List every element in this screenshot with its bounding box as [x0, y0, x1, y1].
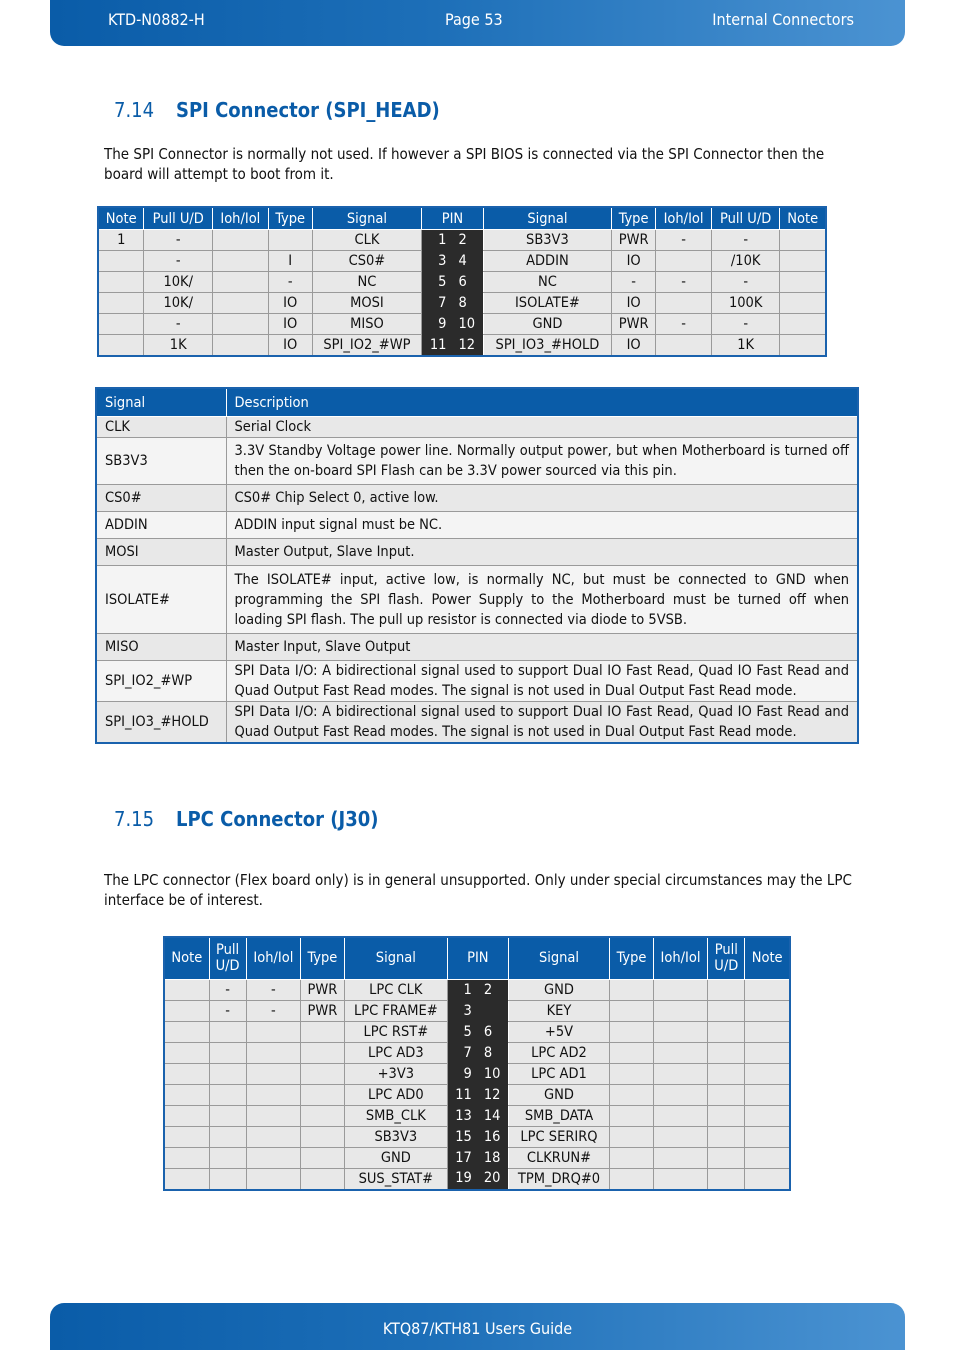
table-row	[96, 702, 858, 744]
table-cell: GND	[344, 1147, 448, 1168]
table-cell: -	[711, 314, 780, 335]
table-cell: LPC CLK	[344, 979, 448, 1000]
table-cell	[745, 1042, 790, 1063]
table-cell: LPC AD2	[508, 1042, 610, 1063]
table-cell	[301, 1063, 344, 1084]
spi-intro: The SPI Connector is normally not used. If however a SPI BIOS is connected via the SPI Connector then the board will attempt to boot from it.	[104, 145, 825, 183]
pin-number-cell: 7	[448, 1042, 478, 1063]
pin-table-header: Ioh/Iol	[656, 207, 712, 230]
table-cell	[708, 1084, 745, 1105]
table-cell: +3V3	[344, 1063, 448, 1084]
table-cell: SPI_IO3_#HOLD	[483, 335, 611, 357]
table-cell	[301, 1147, 344, 1168]
table-cell	[246, 1042, 301, 1063]
pin-number-cell: 16	[478, 1126, 508, 1147]
table-cell: -	[656, 272, 712, 293]
table-cell	[708, 1021, 745, 1042]
pin-number-cell: 5	[422, 272, 453, 293]
table-cell	[246, 1147, 301, 1168]
table-cell: IO	[612, 335, 656, 357]
pin-number-cell: 12	[452, 335, 483, 357]
pin-table-header: Signal	[312, 207, 421, 230]
table-row	[164, 1168, 790, 1190]
table-cell	[610, 1063, 653, 1084]
spi-pin-table	[97, 206, 827, 357]
table-cell	[209, 1063, 246, 1084]
table-cell	[745, 1105, 790, 1126]
table-cell	[164, 1042, 209, 1063]
table-cell: 10K/	[144, 272, 213, 293]
table-row	[164, 1000, 790, 1021]
table-cell	[745, 1063, 790, 1084]
page-number: Page 53	[445, 10, 503, 29]
table-row	[96, 539, 858, 566]
table-cell: +5V	[508, 1021, 610, 1042]
table-cell: /10K	[711, 251, 780, 272]
pin-table-header: Type	[268, 207, 312, 230]
table-cell: LPC RST#	[344, 1021, 448, 1042]
table-cell: -	[209, 979, 246, 1000]
table-cell	[610, 1000, 653, 1021]
table-cell	[301, 1084, 344, 1105]
pin-number-cell: 5	[448, 1021, 478, 1042]
table-cell	[653, 1147, 708, 1168]
signal-name-cell: CS0#	[96, 485, 226, 512]
table-cell: -	[711, 230, 780, 251]
section-title: SPI Connector (SPI_HEAD)	[176, 98, 440, 122]
table-cell: SMB_CLK	[344, 1105, 448, 1126]
table-cell	[610, 1105, 653, 1126]
signal-description-cell: The ISOLATE# input, active low, is normally NC, but must be connected to GND when programming the SPI flash. Power Supply to the Motherboard must be turned off when loading SPI flash. The pull up resistor is connected via diode to 5VSB.	[226, 566, 858, 634]
signal-name-cell: CLK	[96, 417, 226, 438]
table-cell	[708, 1000, 745, 1021]
table-cell: GND	[483, 314, 611, 335]
pin-table-header: Note	[164, 937, 209, 979]
signal-description-cell: ADDIN input signal must be NC.	[226, 512, 858, 539]
table-row	[98, 251, 826, 272]
table-cell: -	[268, 272, 312, 293]
table-cell: I	[268, 251, 312, 272]
table-cell: ISOLATE#	[483, 293, 611, 314]
signal-name-cell: ADDIN	[96, 512, 226, 539]
pin-table-header: Pull U/D	[708, 937, 745, 979]
table-cell	[653, 1168, 708, 1190]
table-cell: CS0#	[312, 251, 421, 272]
table-cell	[780, 251, 826, 272]
pin-table-header: Type	[612, 207, 656, 230]
table-cell	[213, 230, 269, 251]
table-row	[96, 417, 858, 438]
table-cell	[213, 251, 269, 272]
table-row	[96, 661, 858, 702]
table-cell	[301, 1126, 344, 1147]
table-cell: TPM_DRQ#0	[508, 1168, 610, 1190]
pin-number-cell: 9	[422, 314, 453, 335]
table-cell: -	[144, 251, 213, 272]
table-cell	[246, 1168, 301, 1190]
table-cell: GND	[508, 1084, 610, 1105]
table-cell: LPC FRAME#	[344, 1000, 448, 1021]
table-cell	[708, 1042, 745, 1063]
table-cell	[164, 1147, 209, 1168]
table-cell	[610, 979, 653, 1000]
pin-table-header: Note	[98, 207, 144, 230]
table-cell	[246, 1021, 301, 1042]
table-cell: -	[656, 314, 712, 335]
table-cell: SUS_STAT#	[344, 1168, 448, 1190]
signal-name-cell: ISOLATE#	[96, 566, 226, 634]
table-cell: IO	[612, 293, 656, 314]
table-cell	[213, 272, 269, 293]
pin-number-cell: 1	[422, 230, 453, 251]
table-cell	[745, 1000, 790, 1021]
pin-number-cell: 4	[452, 251, 483, 272]
table-cell	[98, 272, 144, 293]
table-cell	[209, 1126, 246, 1147]
table-cell: CLKRUN#	[508, 1147, 610, 1168]
pin-number-cell: 7	[422, 293, 453, 314]
table-cell: 100K	[711, 293, 780, 314]
table-cell: SB3V3	[344, 1126, 448, 1147]
table-cell	[164, 1021, 209, 1042]
table-cell	[301, 1021, 344, 1042]
table-cell	[653, 1000, 708, 1021]
table-cell: -	[246, 1000, 301, 1021]
pin-table-header: PIN	[422, 207, 484, 230]
lpc-intro: The LPC connector (Flex board only) is in general unsupported. Only under special circumstances may the LPC interface be of interest.	[104, 871, 852, 909]
table-cell: NC	[483, 272, 611, 293]
table-cell	[246, 1063, 301, 1084]
table-row	[164, 1042, 790, 1063]
table-cell	[708, 1168, 745, 1190]
table-cell	[164, 979, 209, 1000]
table-cell: 1	[98, 230, 144, 251]
pin-table-header: Type	[301, 937, 344, 979]
table-cell	[164, 1084, 209, 1105]
pin-table-header: Pull U/D	[209, 937, 246, 979]
pin-number-cell: 10	[478, 1063, 508, 1084]
pin-number-cell: 2	[478, 979, 508, 1000]
table-cell: IO	[268, 293, 312, 314]
table-cell	[780, 293, 826, 314]
signal-description-cell: SPI Data I/O: A bidirectional signal used to support Dual IO Fast Read, Quad IO Fast Read and Quad Output Fast Read modes. The signal is not used in Dual Output Fast Read mode.	[226, 661, 858, 702]
signal-description-cell: Master Output, Slave Input.	[226, 539, 858, 566]
table-row	[164, 1105, 790, 1126]
table-cell: SPI_IO2_#WP	[312, 335, 421, 357]
table-cell: -	[711, 272, 780, 293]
table-cell: IO	[268, 335, 312, 357]
table-cell	[780, 230, 826, 251]
doc-id: KTD-N0882-H	[108, 10, 205, 29]
table-cell: 1K	[144, 335, 213, 357]
table-cell: 10K/	[144, 293, 213, 314]
table-cell: MISO	[312, 314, 421, 335]
pin-number-cell: 14	[478, 1105, 508, 1126]
pin-number-cell: 6	[478, 1021, 508, 1042]
table-cell	[209, 1021, 246, 1042]
pin-number-cell: 13	[448, 1105, 478, 1126]
pin-number-cell: 15	[448, 1126, 478, 1147]
table-cell	[708, 1147, 745, 1168]
signal-description-cell: Master Input, Slave Output	[226, 634, 858, 661]
table-cell	[246, 1105, 301, 1126]
table-row	[98, 314, 826, 335]
table-cell	[164, 1126, 209, 1147]
page-header	[50, 0, 905, 46]
table-cell	[164, 1105, 209, 1126]
table-cell	[745, 1147, 790, 1168]
table-cell	[209, 1084, 246, 1105]
table-cell	[610, 1084, 653, 1105]
pin-number-cell: 8	[478, 1042, 508, 1063]
pin-table-header: Pull U/D	[144, 207, 213, 230]
pin-table-header: Signal	[508, 937, 610, 979]
pin-table-header: Signal	[344, 937, 448, 979]
table-cell: -	[144, 230, 213, 251]
table-row	[164, 979, 790, 1000]
table-cell: IO	[268, 314, 312, 335]
table-cell	[653, 1042, 708, 1063]
table-row	[96, 634, 858, 661]
table-row	[164, 1021, 790, 1042]
table-cell	[653, 1126, 708, 1147]
table-row	[96, 485, 858, 512]
signal-description-cell: Serial Clock	[226, 417, 858, 438]
pin-table-header: Note	[780, 207, 826, 230]
header-description: Description	[226, 388, 858, 417]
table-cell: -	[656, 230, 712, 251]
signal-description-cell: 3.3V Standby Voltage power line. Normally output power, but when Motherboard is turned off then the on-board SPI Flash can be 3.3V power sourced via this pin.	[226, 438, 858, 485]
table-cell	[653, 1084, 708, 1105]
table-cell	[246, 1126, 301, 1147]
table-cell	[213, 293, 269, 314]
table-row	[164, 1084, 790, 1105]
table-cell	[656, 293, 712, 314]
table-cell	[98, 314, 144, 335]
table-cell: LPC AD1	[508, 1063, 610, 1084]
table-cell: PWR	[612, 314, 656, 335]
pin-table-header: Type	[610, 937, 653, 979]
table-cell	[610, 1042, 653, 1063]
table-cell	[164, 1000, 209, 1021]
table-row	[98, 272, 826, 293]
pin-number-cell: 11	[448, 1084, 478, 1105]
table-cell	[610, 1168, 653, 1190]
table-cell	[610, 1126, 653, 1147]
table-cell	[610, 1021, 653, 1042]
pin-number-cell: 8	[452, 293, 483, 314]
pin-number-cell: 1	[448, 979, 478, 1000]
table-cell: -	[612, 272, 656, 293]
table-row	[164, 1063, 790, 1084]
table-cell	[780, 272, 826, 293]
table-row	[98, 335, 826, 357]
signal-name-cell: SPI_IO3_#HOLD	[96, 702, 226, 744]
table-cell	[708, 979, 745, 1000]
chapter-title: Internal Connectors	[712, 10, 854, 29]
table-row	[164, 1126, 790, 1147]
table-cell	[745, 979, 790, 1000]
table-cell: IO	[612, 251, 656, 272]
table-cell	[745, 1021, 790, 1042]
table-row	[98, 230, 826, 251]
table-cell: PWR	[301, 979, 344, 1000]
table-cell: SB3V3	[483, 230, 611, 251]
page-footer	[50, 1303, 905, 1350]
lpc-pin-table	[163, 936, 791, 1191]
pin-number-cell	[478, 1000, 508, 1021]
table-cell	[653, 1105, 708, 1126]
pin-table-header: Pull U/D	[711, 207, 780, 230]
section-heading-spi	[114, 98, 440, 122]
table-cell	[98, 335, 144, 357]
table-cell	[246, 1084, 301, 1105]
table-cell: SMB_DATA	[508, 1105, 610, 1126]
table-cell: NC	[312, 272, 421, 293]
pin-number-cell: 9	[448, 1063, 478, 1084]
pin-number-cell: 20	[478, 1168, 508, 1190]
header-signal: Signal	[96, 388, 226, 417]
table-row	[96, 512, 858, 539]
table-cell	[209, 1147, 246, 1168]
pin-table-header: Ioh/Iol	[213, 207, 269, 230]
footer-title: KTQ87/KTH81 Users Guide	[382, 1319, 573, 1338]
signal-name-cell: SPI_IO2_#WP	[96, 661, 226, 702]
table-cell	[610, 1147, 653, 1168]
signal-description-cell: CS0# Chip Select 0, active low.	[226, 485, 858, 512]
signal-name-cell: MOSI	[96, 539, 226, 566]
section-heading-lpc	[114, 807, 378, 831]
table-cell	[164, 1168, 209, 1190]
pin-table-header: PIN	[448, 937, 509, 979]
pin-number-cell: 3	[448, 1000, 478, 1021]
table-cell	[656, 335, 712, 357]
table-cell	[653, 1021, 708, 1042]
spi-signal-description-table	[95, 387, 859, 744]
pin-table-header: Signal	[483, 207, 611, 230]
table-cell: -	[144, 314, 213, 335]
table-cell	[209, 1168, 246, 1190]
table-cell: 1K	[711, 335, 780, 357]
pin-number-cell: 6	[452, 272, 483, 293]
pin-number-cell: 17	[448, 1147, 478, 1168]
table-cell: KEY	[508, 1000, 610, 1021]
table-cell: LPC SERIRQ	[508, 1126, 610, 1147]
table-cell: PWR	[612, 230, 656, 251]
pin-number-cell: 18	[478, 1147, 508, 1168]
table-cell	[164, 1063, 209, 1084]
table-cell	[301, 1105, 344, 1126]
pin-number-cell: 3	[422, 251, 453, 272]
table-row	[164, 1147, 790, 1168]
table-cell	[209, 1105, 246, 1126]
table-cell	[268, 230, 312, 251]
table-cell: LPC AD3	[344, 1042, 448, 1063]
table-cell	[213, 335, 269, 357]
table-cell	[708, 1063, 745, 1084]
table-cell	[745, 1126, 790, 1147]
table-cell: -	[246, 979, 301, 1000]
table-cell	[98, 251, 144, 272]
pin-table-header: Note	[745, 937, 790, 979]
table-cell	[708, 1105, 745, 1126]
pin-number-cell: 10	[452, 314, 483, 335]
table-cell: CLK	[312, 230, 421, 251]
pin-number-cell: 19	[448, 1168, 478, 1190]
table-cell	[209, 1042, 246, 1063]
table-cell	[656, 251, 712, 272]
table-cell	[301, 1168, 344, 1190]
pin-table-header: Ioh/Iol	[653, 937, 708, 979]
pin-number-cell: 11	[422, 335, 453, 357]
table-cell	[780, 314, 826, 335]
table-row	[98, 293, 826, 314]
pin-number-cell: 12	[478, 1084, 508, 1105]
table-cell	[780, 335, 826, 357]
table-row	[96, 566, 858, 634]
table-cell: LPC AD0	[344, 1084, 448, 1105]
table-cell	[301, 1042, 344, 1063]
table-cell	[745, 1168, 790, 1190]
table-cell: MOSI	[312, 293, 421, 314]
table-row	[96, 438, 858, 485]
table-cell: PWR	[301, 1000, 344, 1021]
table-cell	[708, 1126, 745, 1147]
pin-number-cell: 2	[452, 230, 483, 251]
section-title: LPC Connector (J30)	[176, 807, 379, 831]
table-cell: ADDIN	[483, 251, 611, 272]
signal-description-cell: SPI Data I/O: A bidirectional signal used to support Dual IO Fast Read, Quad IO Fast Read and Quad Output Fast Read modes. The signal is not used in Dual Output Fast Read mode.	[226, 702, 858, 744]
table-cell	[745, 1084, 790, 1105]
table-cell	[213, 314, 269, 335]
section-number: 7.14	[114, 98, 155, 122]
table-cell: -	[209, 1000, 246, 1021]
table-cell	[653, 1063, 708, 1084]
table-cell	[98, 293, 144, 314]
table-cell: GND	[508, 979, 610, 1000]
signal-name-cell: SB3V3	[96, 438, 226, 485]
pin-table-header: Ioh/Iol	[246, 937, 301, 979]
table-cell	[653, 979, 708, 1000]
section-number: 7.15	[114, 807, 155, 831]
signal-name-cell: MISO	[96, 634, 226, 661]
